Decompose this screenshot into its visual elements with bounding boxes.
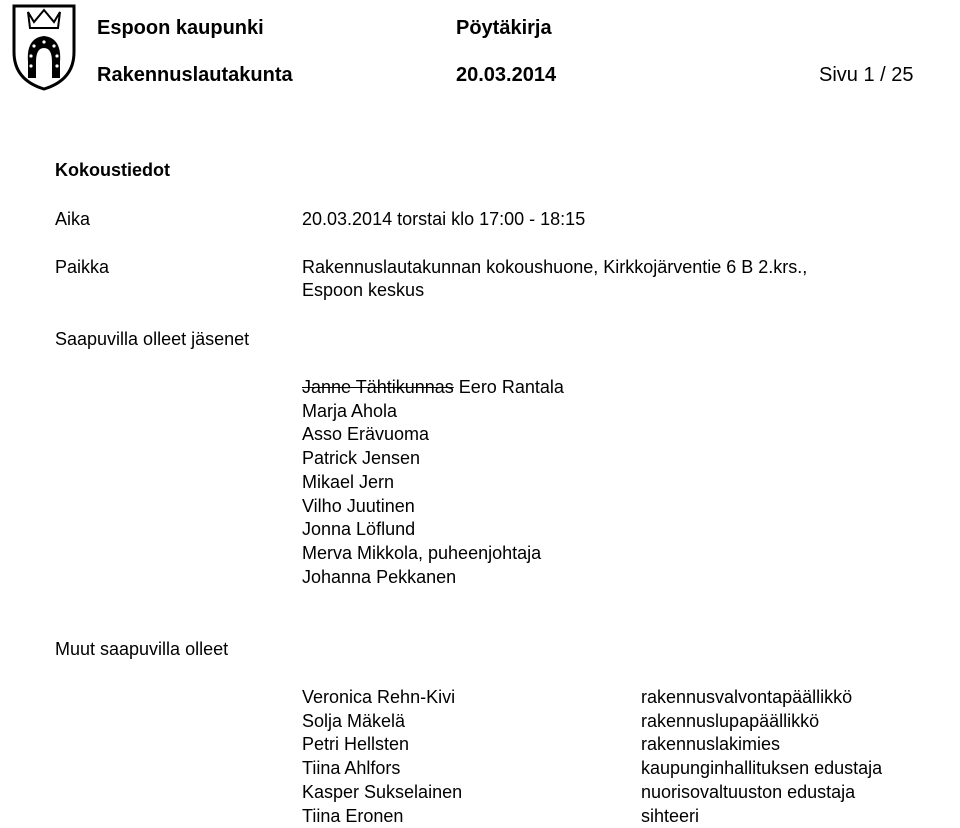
person-role: kaupunginhallituksen edustaja [641, 758, 883, 779]
list-item: Merva Mikkola, puheenjohtaja [302, 542, 542, 563]
list-item: Patrick Jensen [302, 448, 421, 469]
struck-member-name: Janne Tähtikunnas [302, 377, 454, 397]
time-label: Aika [55, 209, 91, 229]
section-title: Kokoustiedot [55, 160, 170, 180]
place-label: Paikka [55, 257, 110, 277]
document-type: Pöytäkirja [456, 17, 552, 39]
list-item: Asso Erävuoma [302, 424, 430, 445]
board-name: Rakennuslautakunta [97, 64, 293, 86]
person-name: Petri Hellsten [302, 734, 410, 755]
place-line-2: Espoon keskus [302, 280, 425, 300]
place-line-1: Rakennuslautakunnan kokoushuone, Kirkkojärventie 6 B 2.krs., [302, 257, 808, 277]
person-name: Kasper Sukselainen [302, 781, 463, 802]
member-name: Eero Rantala [458, 377, 564, 397]
person-name: Solja Mäkelä [302, 710, 406, 731]
list-item: Marja Ahola [302, 400, 398, 421]
members-label: Saapuvilla olleet jäsenet [55, 329, 250, 349]
person-name: Tiina Ahlfors [302, 758, 401, 779]
meeting-date: 20.03.2014 [456, 64, 557, 86]
person-role: rakennuslakimies [641, 734, 781, 755]
others-names-list [302, 686, 462, 828]
person-name: Veronica Rehn-Kivi [302, 687, 456, 707]
page-number: Sivu 1 / 25 [819, 64, 914, 86]
list-item: Mikael Jern [302, 471, 395, 492]
others-roles-list [641, 686, 882, 828]
list-item: Jonna Löflund [302, 519, 416, 540]
city-crest-logo [4, 2, 84, 92]
list-item: Johanna Pekkanen [302, 566, 457, 587]
members-list [302, 376, 564, 589]
person-role: nuorisovaltuuston edustaja [641, 781, 856, 802]
person-role: sihteeri [641, 805, 700, 826]
person-role: rakennuslupapäällikkö [641, 710, 820, 731]
list-item [302, 376, 564, 400]
person-name: Tiina Eronen [302, 805, 404, 826]
org-name: Espoon kaupunki [97, 17, 264, 39]
time-value: 20.03.2014 torstai klo 17:00 - 18:15 [302, 209, 586, 229]
others-label: Muut saapuvilla olleet [55, 639, 229, 659]
list-item: Vilho Juutinen [302, 495, 415, 516]
person-role: rakennusvalvontapäällikkö [641, 687, 853, 707]
